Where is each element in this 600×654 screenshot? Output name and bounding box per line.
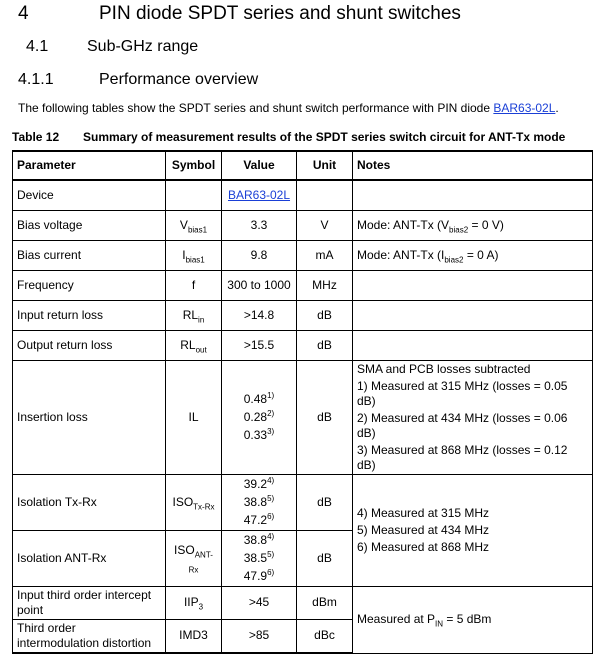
iip3-unit: dBm [297,586,353,619]
intro-text: The following tables show the SPDT series and shunt switch performance with PIN diode [18,101,494,115]
isolation-ant-rx-parameter: Isolation ANT-Rx [13,530,166,586]
bias-current-parameter: Bias current [13,240,166,270]
iip3-parameter: Input third order intercept point [13,586,166,619]
header-value: Value [222,151,297,180]
subsection-heading [26,38,586,60]
header-notes: Notes [353,151,593,180]
table-row [13,474,593,530]
bias-current-note: Mode: ANT-Tx ($I_{bias2} = 0$ A) [353,240,593,270]
frequency-parameter: Frequency [13,270,166,300]
frequency-notes-cell [353,270,593,300]
output-return-loss-value: >15.5 [222,330,297,360]
insertion-loss-symbol: IL [166,360,222,474]
frequency-unit: MHz [297,270,353,300]
table-row [13,240,593,270]
isolation-tx-rx-symbol: $ISO_{Tx-Rx}$ [166,474,222,530]
table-row [13,300,593,330]
isolation-ant-rx-values: 38.8$^{4)}$ 38.5$^{5)}$ 47.9$^{6)}$ [222,530,297,586]
isolation-ant-rx-unit: dB [297,530,353,586]
intro-paragraph [18,101,593,115]
table-header-row [13,151,593,180]
section-heading [18,3,588,29]
subsection-number: 4.1 [26,38,49,55]
input-return-loss-parameter: Input return loss [13,300,166,330]
bias-voltage-symbol: $V_{bias1}$ [166,210,222,240]
frequency-symbol: f [166,270,222,300]
isolation-tx-rx-unit: dB [297,474,353,530]
section-number: 4 [18,3,29,24]
subsection-title: Sub-GHz range [87,38,199,55]
device-unit-cell [297,180,353,210]
bias-voltage-note: Mode: ANT-Tx ($V_{bias2} = 0$ V) [353,210,593,240]
device-value-cell [222,180,297,210]
insertion-loss-values: 0.48$^{1)}$ 0.28$^{2)}$ 0.33$^{3)}$ [222,360,297,474]
intro-device-link[interactable]: BAR63-02L [493,101,556,115]
section-title: PIN diode SPDT series and shunt switches [99,3,461,24]
isolation-notes: 4) Measured at 315 MHz 5) Measured at 434 MHz 6) Measured at 868 MHz [353,474,593,586]
frequency-value: 300 to 1000 [222,270,297,300]
table-row [13,180,593,210]
header-parameter: Parameter [13,151,166,180]
output-return-loss-parameter: Output return loss [13,330,166,360]
device-link[interactable]: BAR63-02L [227,187,291,202]
imd3-unit: dBc [297,619,353,653]
bias-voltage-value: 3.3 [222,210,297,240]
output-return-loss-notes-cell [353,330,593,360]
insertion-loss-unit: dB [297,360,353,474]
bias-current-value: 9.8 [222,240,297,270]
table-caption-text: Summary of measurement results of the SPDT series switch circuit for ANT-Tx mode [83,130,566,144]
table-row [13,270,593,300]
table-row [13,360,593,474]
output-return-loss-symbol: $RL_{out}$ [166,330,222,360]
header-symbol: Symbol [166,151,222,180]
imd3-symbol: IMD3 [166,619,222,653]
table-row [13,210,593,240]
isolation-ant-rx-symbol: $ISO_{ANT-Rx}$ [166,530,222,586]
device-parameter: Device [13,180,166,210]
device-notes-cell [353,180,593,210]
subsubsection-heading [18,71,588,93]
header-unit: Unit [297,151,353,180]
table-row [13,330,593,360]
iip3-value: >45 [222,586,297,619]
isolation-tx-rx-values: 39.2$^{4)}$ 38.8$^{5)}$ 47.2$^{6)}$ [222,474,297,530]
bias-current-unit: mA [297,240,353,270]
input-return-loss-notes-cell [353,300,593,330]
intro-end: . [555,101,559,115]
table-label: Table 12 [12,130,60,144]
input-return-loss-unit: dB [297,300,353,330]
bias-voltage-parameter: Bias voltage [13,210,166,240]
input-return-loss-symbol: $RL_{in}$ [166,300,222,330]
bias-voltage-unit: V [297,210,353,240]
insertion-loss-notes: SMA and PCB losses subtracted 1) Measured at 315 MHz (losses = 0.05 dB) 2) Measured at 434 MHz (losses = 0.06 dB) 3) Measured at 868 MHz (losses = 0.12 dB) [353,360,593,474]
input-return-loss-value: >14.8 [222,300,297,330]
table-row [13,586,593,619]
bias-current-symbol: $I_{bias1}$ [166,240,222,270]
imd3-parameter: Third order intermodulation distortion [13,619,166,653]
output-return-loss-unit: dB [297,330,353,360]
subsubsection-title: Performance overview [99,71,259,88]
isolation-tx-rx-parameter: Isolation Tx-Rx [13,474,166,530]
imd3-value: >85 [222,619,297,653]
insertion-loss-parameter: Insertion loss [13,360,166,474]
subsubsection-number: 4.1.1 [18,71,54,88]
measured-at-note: Measured at $P_{IN} = 5$ dBm [353,586,593,653]
results-table [12,150,593,654]
iip3-symbol: $IIP_3$ [166,586,222,619]
device-symbol-cell [166,180,222,210]
